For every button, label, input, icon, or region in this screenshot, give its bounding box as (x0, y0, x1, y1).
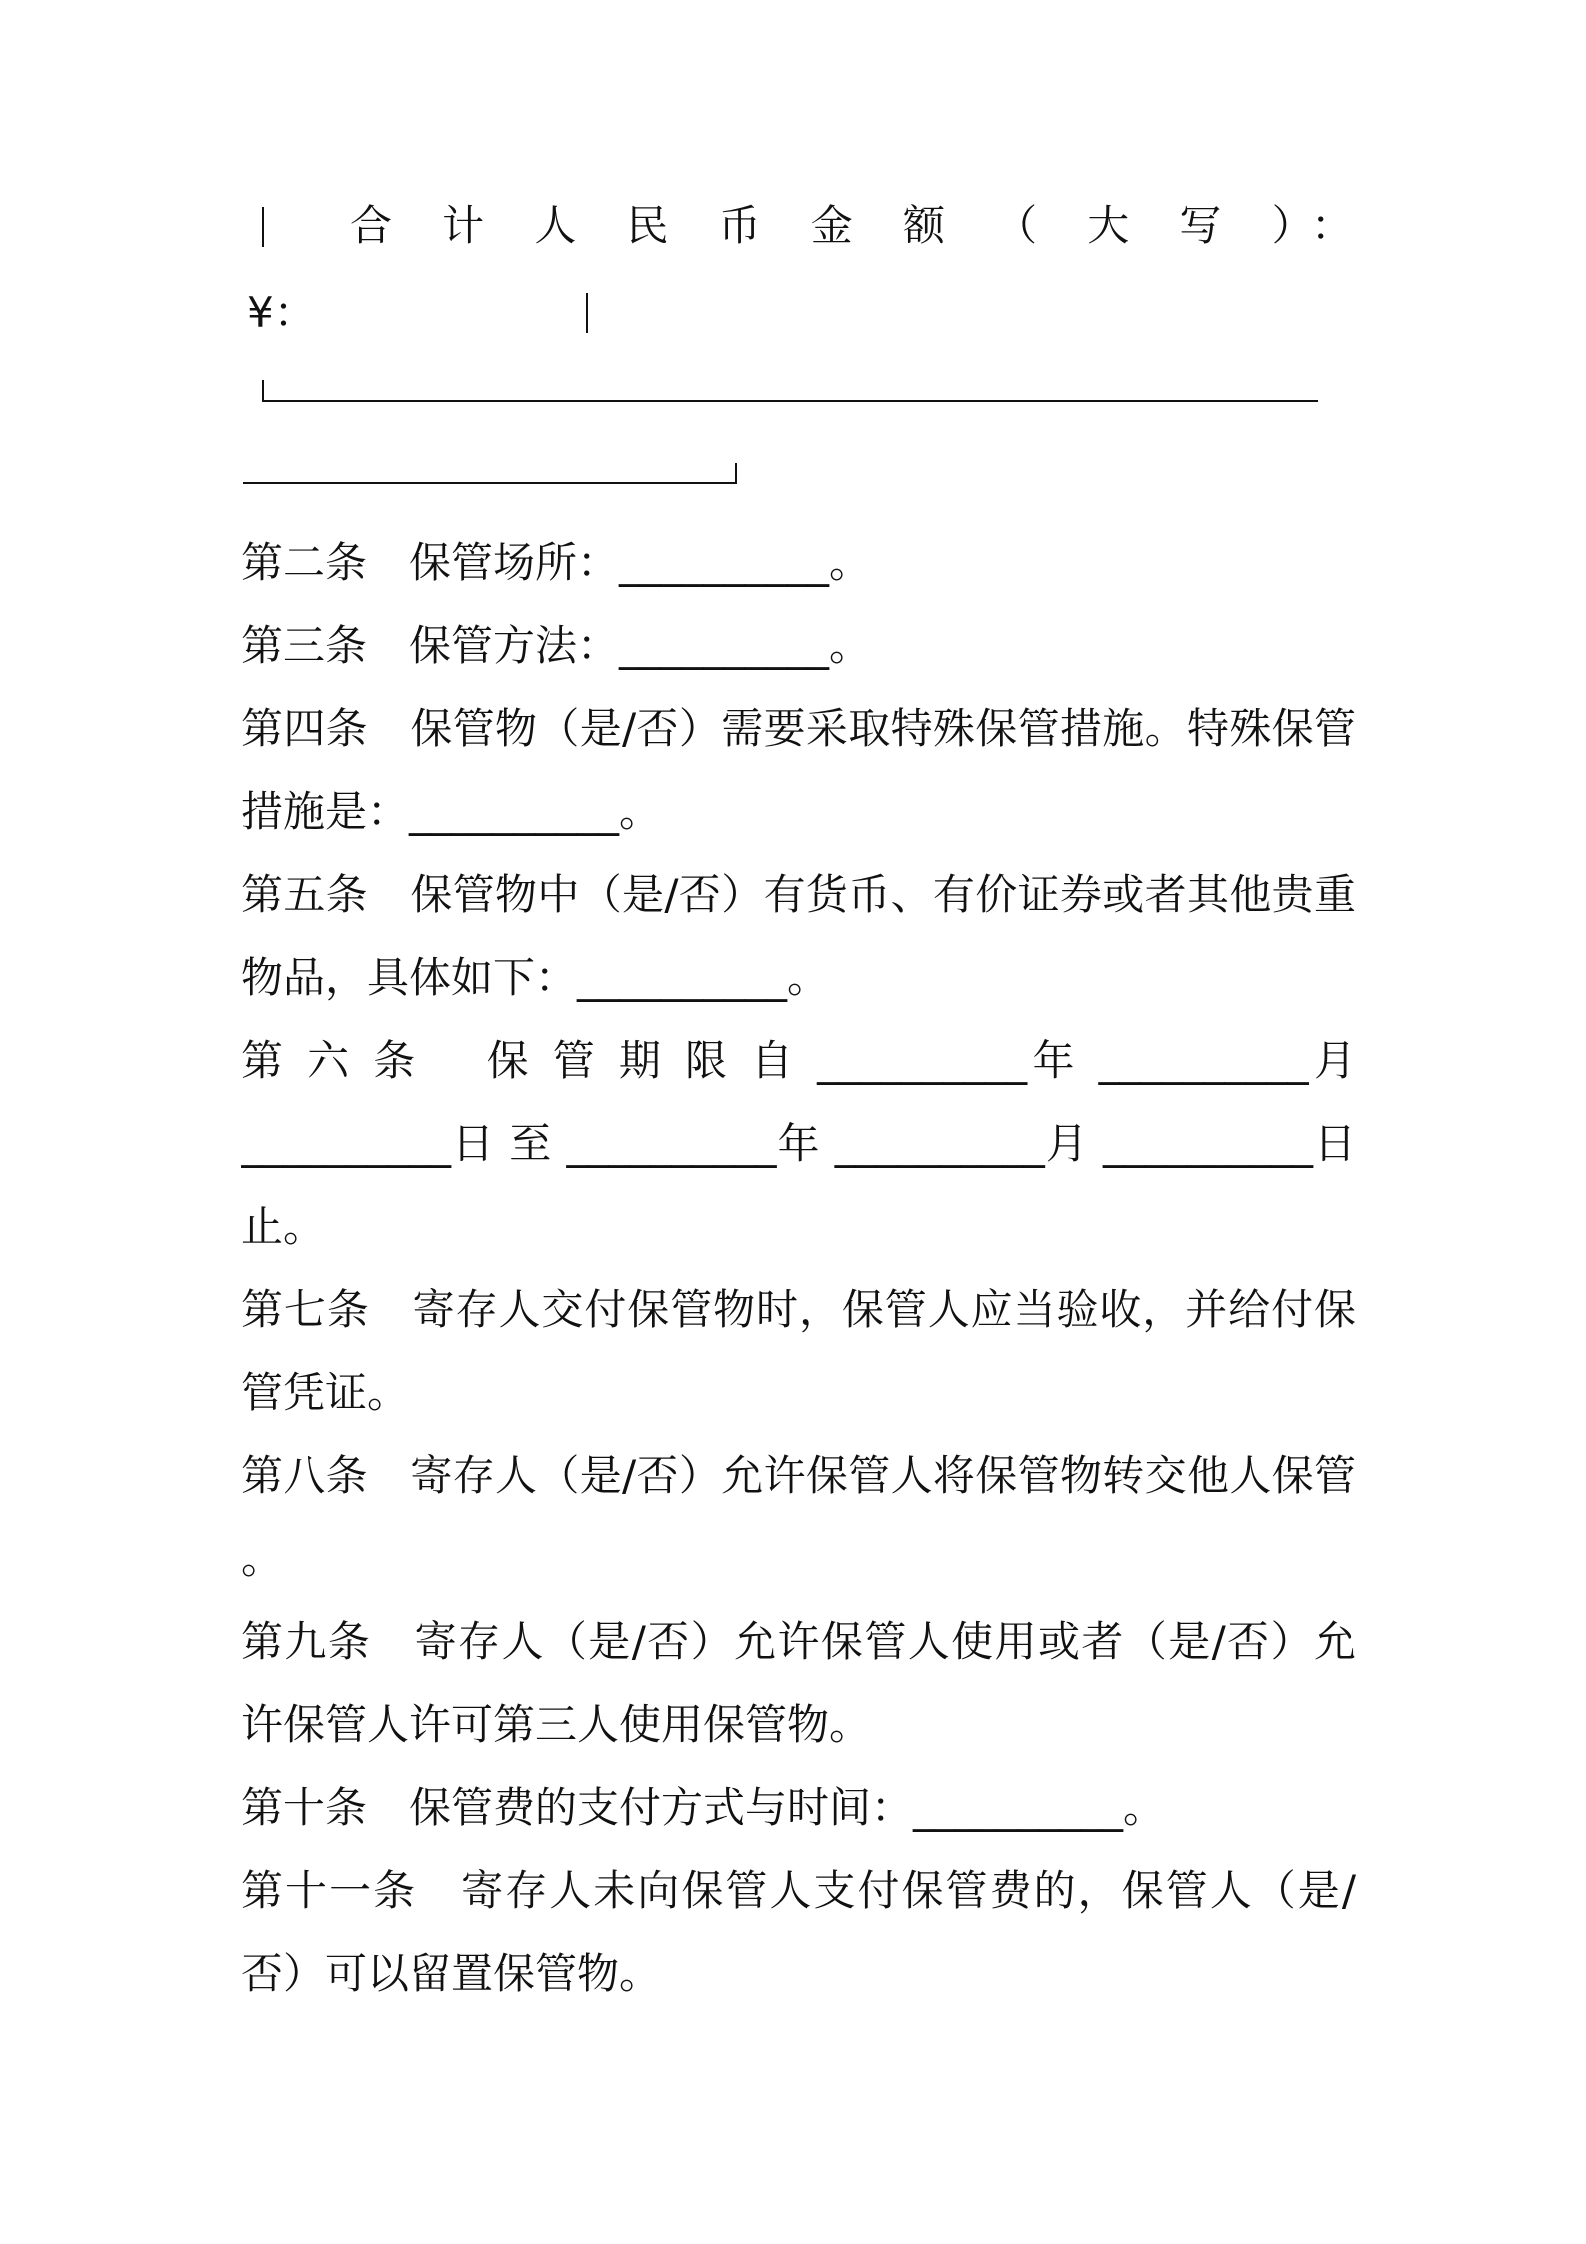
article-6-line-1: 第 六 条 保 管 期 限 自 __________年 __________月 (241, 1036, 1356, 1085)
table-right-border-bottom (735, 463, 737, 484)
article-11-line-2: 否）可以留置保管物。 (241, 1949, 662, 1998)
article-7-line-2: 管凭证。 (241, 1368, 410, 1417)
article-5-line-1: 第五条 保管物中（是/否）有货币、有价证券或者其他贵重 (241, 870, 1356, 919)
article-9-line-1: 第九条 寄存人（是/否）允许保管人使用或者（是/否）允 (241, 1617, 1356, 1666)
article-6-line-2: __________日 至 __________年 __________月 __________日 (241, 1119, 1356, 1168)
article-4-line-2: 措施是：__________。 (241, 787, 662, 836)
table-bottom-line-1 (262, 400, 1318, 402)
article-4-line-1: 第四条 保管物（是/否）需要采取特殊保管措施。特殊保管 (241, 704, 1356, 753)
article-2-line: 第二条 保管场所：__________。 (241, 538, 872, 587)
article-8-line-2: 。 (241, 1534, 284, 1583)
article-5-line-2: 物品，具体如下：__________。 (241, 953, 830, 1002)
yen-label: ¥： (247, 288, 316, 337)
article-7-line-1: 第七条 寄存人交付保管物时，保管人应当验收，并给付保 (241, 1285, 1356, 1334)
article-9-line-2: 许保管人许可第三人使用保管物。 (241, 1700, 872, 1749)
total-amount-title: 合 计 人 民 币 金 额 （ 大 写 ）： (350, 201, 1355, 250)
article-6-line-3: 止。 (241, 1202, 326, 1251)
table-bottom-line-2 (243, 482, 737, 484)
table-left-border-bottom (262, 380, 264, 402)
table-left-border-top (262, 207, 264, 247)
article-3-line: 第三条 保管方法：__________。 (241, 621, 872, 670)
table-inner-divider (586, 293, 588, 333)
article-11-line-1: 第十一条 寄存人未向保管人支付保管费的，保管人（是/ (241, 1866, 1356, 1915)
article-8-line-1: 第八条 寄存人（是/否）允许保管人将保管物转交他人保管 (241, 1451, 1356, 1500)
article-10-line: 第十条 保管费的支付方式与时间：__________。 (241, 1783, 1166, 1832)
